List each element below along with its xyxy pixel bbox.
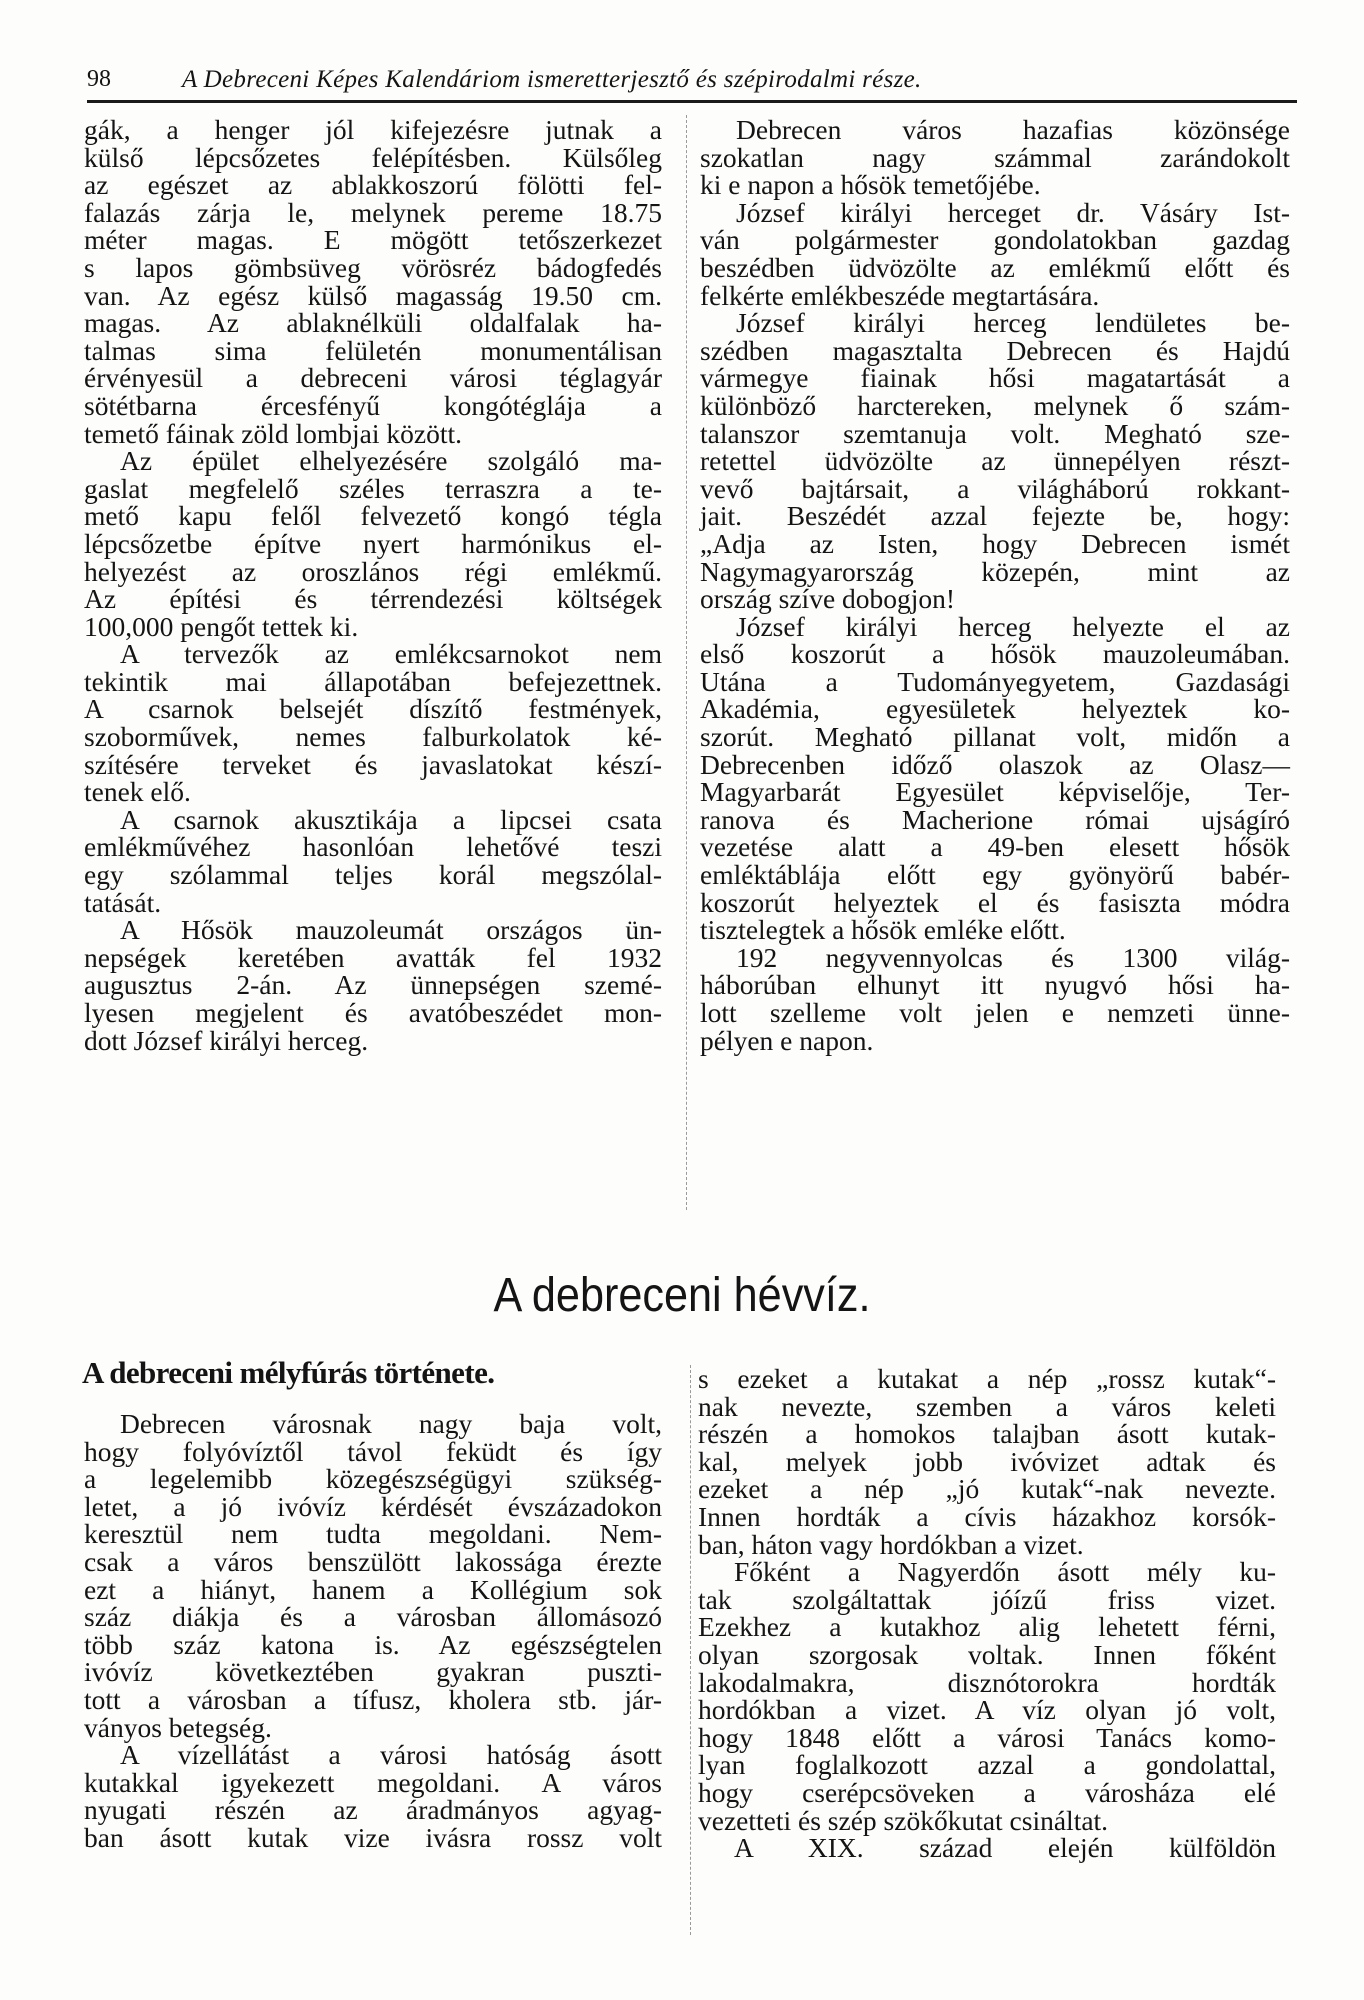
text-line: Nagymagyarország közepén, mint az <box>700 555 1290 587</box>
text-line: részén a homokos talajban ásott kutak- <box>698 1418 1276 1450</box>
text-line: Az építési és térrendezési költségek <box>84 583 662 615</box>
header-rule <box>87 100 1297 103</box>
text-line: nepségek keretében avatták fel 1932 <box>84 941 662 973</box>
text-line: A vízellátást a városi hatóság ásott <box>120 1739 662 1771</box>
text-line: nyugati részén az áradmányos agyag- <box>84 1794 662 1826</box>
text-line: több száz katona is. Az egészségtelen <box>84 1628 662 1660</box>
text-line: Debrecen városnak nagy baja volt, <box>120 1408 662 1439</box>
text-line: egy szólammal teljes korál megszólal- <box>84 859 662 891</box>
text-line: lyan foglalkozott azzal a gondolattal, <box>698 1749 1276 1781</box>
text-line: lott szelleme volt jelen e nemzeti ünne- <box>700 997 1290 1028</box>
text-line: jait. Beszédét azzal fejezte be, hogy: <box>700 500 1290 532</box>
text-line: József királyi herceg helyezte el az <box>736 610 1290 642</box>
text-line: tak szolgáltattak jóízű friss vizet. <box>698 1583 1276 1615</box>
text-line: szítésére terveket és javaslatokat készí- <box>84 748 662 780</box>
text-line: ezeket a nép „jó kutak“-nak nevezte. <box>698 1473 1276 1505</box>
text-line: sötétbarna ércesfényű kongótéglája a <box>84 389 662 421</box>
upper-left-column <box>84 116 662 1054</box>
text-line: szoborművek, nemes falburkolatok ké- <box>84 721 662 753</box>
text-line: s lapos gömbsüveg vörösréz bádogfedés <box>84 251 662 283</box>
text-line: ványos betegség. <box>84 1711 272 1743</box>
text-line: A csarnok akusztikája a lipcsei csata <box>120 803 662 835</box>
text-line: talanszor szemtanuja volt. Megható sze- <box>700 417 1290 449</box>
text-line: pélyen e napon. <box>700 1024 874 1056</box>
text-line: 100,000 pengőt tettek ki. <box>84 610 359 642</box>
text-line: Utána a Tudományegyetem, Gazdasági <box>700 665 1290 697</box>
lower-right-column <box>698 1365 1276 1862</box>
article-subheading: A debreceni mélyfúrás története. <box>82 1355 495 1390</box>
text-line: ván polgármester gondolatokban gazdag <box>700 224 1290 256</box>
text-line: tatását. <box>84 886 162 918</box>
text-line: száz diákja és a városban állomásozó <box>84 1601 662 1633</box>
text-line: A csarnok belsejét díszítő festmények, <box>84 693 662 725</box>
text-line: kutakkal igyekezett megoldani. A város <box>84 1766 662 1798</box>
text-line: beszédben üdvözölte az emlékmű előtt és <box>700 251 1290 283</box>
text-line: s ezeket a kutakat a nép „rossz kutak“- <box>698 1363 1276 1394</box>
text-line: lakodalmakra, disznótorokra hordták <box>698 1666 1276 1698</box>
text-line: temető fáinak zöld lombjai között. <box>84 417 463 449</box>
text-line: hogy folyóvíztől távol feküdt és így <box>84 1435 662 1467</box>
text-line: gaslat megfelelő széles terraszra a te- <box>84 472 662 504</box>
text-line: van. Az egész külső magasság 19.50 cm. <box>84 279 662 311</box>
text-line: vezetése alatt a 49-ben elesett hősök <box>700 831 1290 863</box>
text-line: Magyarbarát Egyesület képviselője, Ter- <box>700 776 1290 808</box>
text-line: ki e napon a hősök temetőjébe. <box>700 169 1041 201</box>
text-line: helyezést az oroszlános régi emlékmű. <box>84 555 662 587</box>
text-line: külső lépcsőzetes felépítésben. Külsőleg <box>84 141 662 173</box>
column-divider-upper <box>686 115 687 1210</box>
text-line: vevő bajtársait, a világháború rokkant- <box>700 472 1290 504</box>
text-line: Debrecenben időző olaszok az Olasz— <box>700 748 1290 780</box>
text-line: háborúban elhunyt itt nyugvó hősi ha- <box>700 969 1290 1001</box>
running-header <box>87 60 1297 100</box>
text-line: első koszorút a hősök mauzoleumában. <box>700 638 1290 670</box>
text-line: szédben magasztalta Debrecen és Hajdú <box>700 334 1290 366</box>
text-line: ország szíve dobogjon! <box>700 583 956 615</box>
text-line: mető kapu felől felvezető kongó tégla <box>84 500 662 532</box>
text-line: tenek elő. <box>84 776 191 808</box>
text-line: csak a város benszülött lakossága érezte <box>84 1545 662 1577</box>
text-line: retettel üdvözölte az ünnepélyen részt- <box>700 445 1290 477</box>
text-line: szokatlan nagy számmal zarándokolt <box>700 141 1290 173</box>
text-line: A Hősök mauzoleumát országos ün- <box>120 914 662 946</box>
text-line: lépcsőzetbe építve nyert harmónikus el- <box>84 527 662 559</box>
text-line: hogy cserépcsöveken a városháza elé <box>698 1776 1276 1808</box>
text-line: augusztus 2-án. Az ünnepségen szemé- <box>84 969 662 1001</box>
text-line: nak nevezte, szemben a város keleti <box>698 1390 1276 1422</box>
text-line: József királyi herceg lendületes be- <box>736 307 1290 339</box>
text-line: A XIX. század elején külföldön <box>734 1832 1276 1864</box>
text-line: különböző harctereken, melynek ő szám- <box>700 389 1290 421</box>
lower-left-column <box>84 1410 662 1852</box>
running-title: A Debreceni Képes Kalendáriom ismeretterjesztő és szépirodalmi része. <box>182 66 922 93</box>
page-number: 98 <box>87 66 111 92</box>
text-line: ban, háton vagy hordókban a vizet. <box>698 1528 1084 1560</box>
text-line: keresztül nem tudta megoldani. Nem- <box>84 1518 662 1550</box>
text-line: a legelemibb közegészségügyi szükség- <box>84 1463 662 1495</box>
text-line: ezt a hiányt, hanem a Kollégium sok <box>84 1573 662 1605</box>
text-line: ban ásott kutak vize ivásra rossz volt <box>84 1821 662 1853</box>
text-line: olyan szorgosak voltak. Innen főként <box>698 1638 1276 1670</box>
text-line: Akadémia, egyesületek helyeztek ko- <box>700 693 1290 725</box>
text-line: koszorút helyeztek el és fasiszta módra <box>700 886 1290 918</box>
text-line: talmas sima felületén monumentálisan <box>84 334 662 366</box>
text-line: vármegye fiainak hősi magatartását a <box>700 362 1290 394</box>
text-line: Debrecen város hazafias közönsége <box>736 114 1290 145</box>
text-line: tisztelegtek a hősök emléke előtt. <box>700 914 1066 946</box>
text-line: Ezekhez a kutakhoz alig lehetett férni, <box>698 1611 1276 1643</box>
text-line: lyesen megjelent és avatóbeszédet mon- <box>84 997 662 1028</box>
section-title: A debreceni hévvíz. <box>493 1269 871 1322</box>
text-line: szorút. Megható pillanat volt, midőn a <box>700 721 1290 753</box>
text-line: vezetteti és szép szökőkutat csináltat. <box>698 1804 1109 1836</box>
text-line: emlékművéhez hasonlóan lehetővé teszi <box>84 831 662 863</box>
text-line: Innen hordták a cívis házakhoz korsók- <box>698 1500 1276 1532</box>
text-line: Főként a Nagyerdőn ásott mély ku- <box>734 1556 1276 1588</box>
text-line: felkérte emlékbeszéde megtartására. <box>700 279 1100 311</box>
text-line: méter magas. E mögött tetőszerkezet <box>84 224 662 256</box>
column-divider-lower <box>690 1365 691 1935</box>
text-line: „Adja az Isten, hogy Debrecen ismét <box>700 527 1290 559</box>
text-line: gák, a henger jól kifejezésre jutnak a <box>84 114 662 145</box>
text-line: az egészet az ablakkoszorú fölötti fel- <box>84 169 662 201</box>
text-line: kal, melyek jobb ivóvizet adtak és <box>698 1445 1276 1477</box>
text-line: ranova és Macherione római ujságíró <box>700 803 1290 835</box>
text-line: hogy 1848 előtt a városi Tanács komo- <box>698 1721 1276 1753</box>
text-line: A tervezők az emlékcsarnokot nem <box>120 638 662 670</box>
text-line: tekintik mai állapotában befejezettnek. <box>84 665 662 697</box>
text-line: Az épület elhelyezésére szolgáló ma- <box>120 445 662 477</box>
text-line: dott József királyi herceg. <box>84 1024 369 1056</box>
text-line: 192 negyvennyolcas és 1300 világ- <box>736 941 1290 973</box>
text-line: ivóvíz következtében gyakran puszti- <box>84 1656 662 1688</box>
text-line: József királyi herceget dr. Vásáry Ist- <box>736 196 1290 228</box>
text-line: falazás zárja le, melynek pereme 18.75 <box>84 196 662 228</box>
text-line: emléktáblája előtt egy gyönyörű babér- <box>700 859 1290 891</box>
text-line: magas. Az ablaknélküli oldalfalak ha- <box>84 307 662 339</box>
text-line: tott a városban a tífusz, kholera stb. jár- <box>84 1683 662 1715</box>
text-line: hordókban a vizet. A víz olyan jó volt, <box>698 1694 1276 1726</box>
text-line: letet, a jó ivóvíz kérdését évszázadokon <box>84 1490 662 1522</box>
upper-right-column <box>700 116 1290 1054</box>
text-line: érvényesül a debreceni városi téglagyár <box>84 362 662 394</box>
